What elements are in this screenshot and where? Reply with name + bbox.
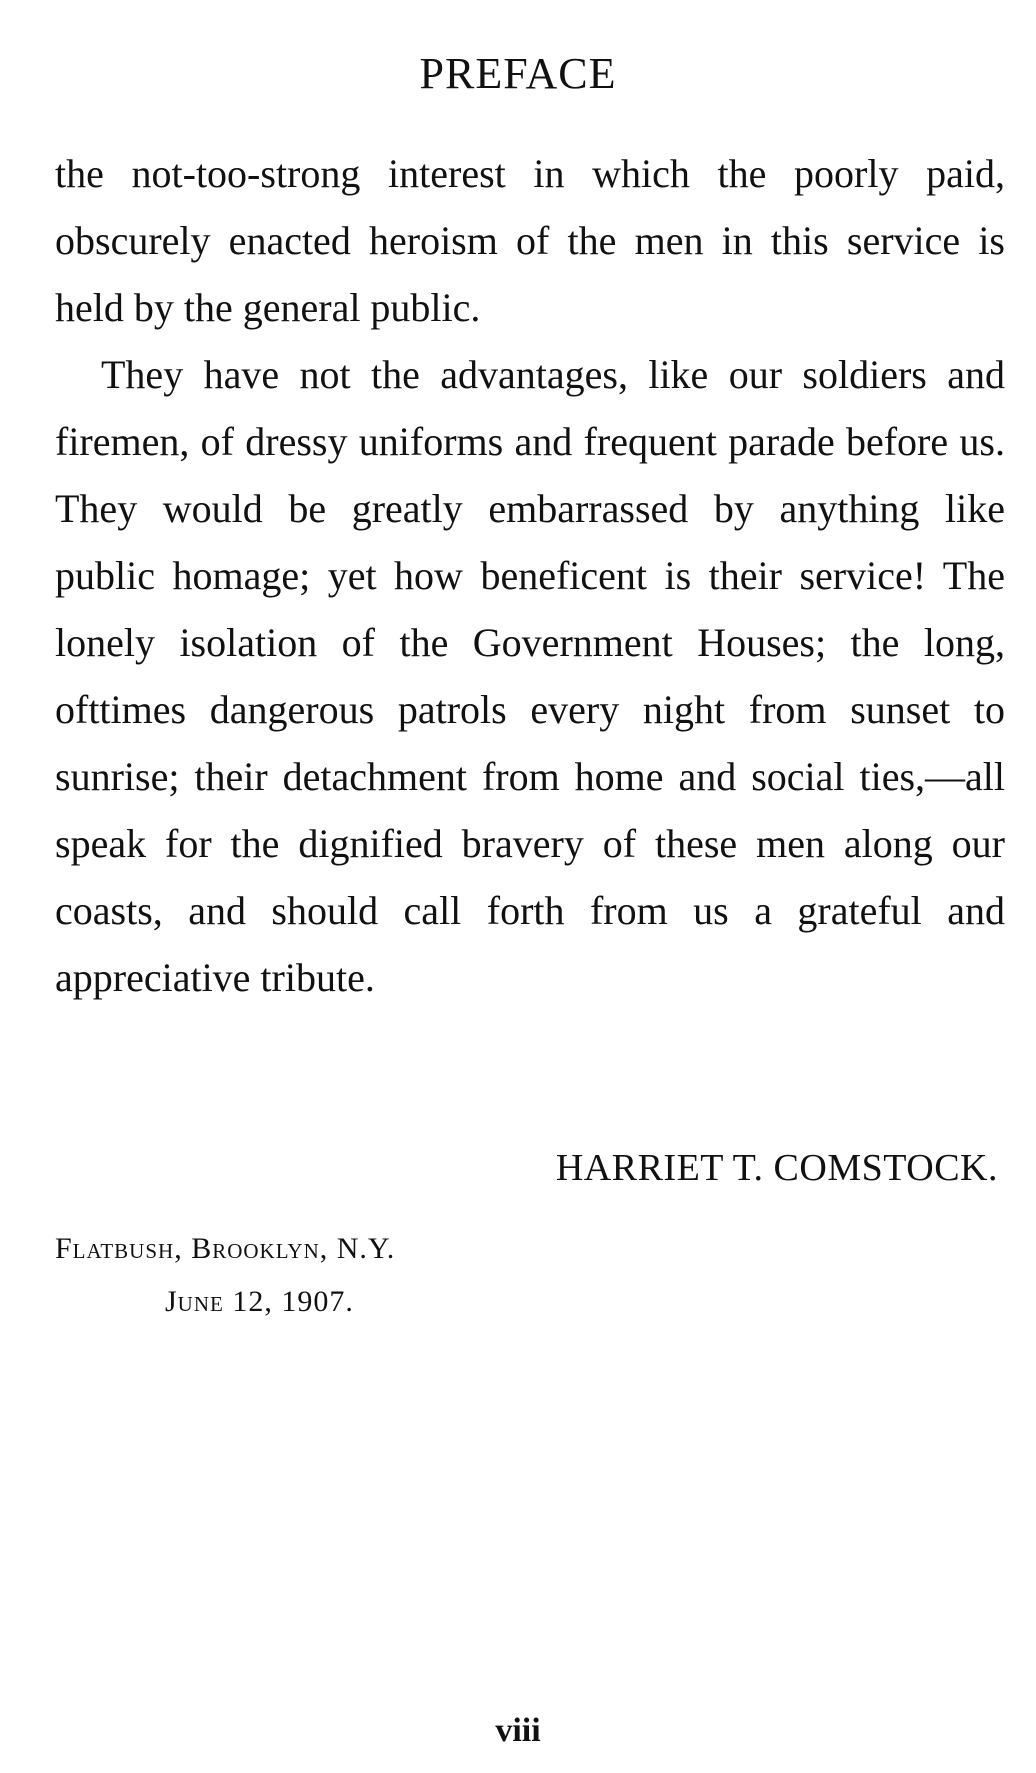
paragraph: They have not the advantages, like our soldiers and firemen, of dressy uniforms and frequent parade before us. They would be greatly embarrassed by anything like public homage; yet how beneficent is their service! The lonely isolation of the Government Houses; the long, ofttimes dangerous patrols every night from sunset to sunrise; their detachment from home and social ties,—all speak for the dignified bravery of these men along our coasts, and should call forth from us a grateful and appreciative tribute. [55, 352, 1005, 1000]
preface-body [55, 140, 1005, 1011]
paragraph-continued: the not-too-strong interest in which the poorly paid, obscurely enacted heroism of the men in this service is held by the general public. [55, 151, 1005, 330]
running-head: PREFACE [419, 49, 617, 98]
date-line: June 12, 1907. [165, 1285, 354, 1318]
author-signature: HARRIET T. COMSTOCK. [555, 1147, 998, 1189]
page-number: viii [495, 1712, 541, 1749]
place-line: Flatbush, Brooklyn, N.Y. [55, 1232, 396, 1265]
